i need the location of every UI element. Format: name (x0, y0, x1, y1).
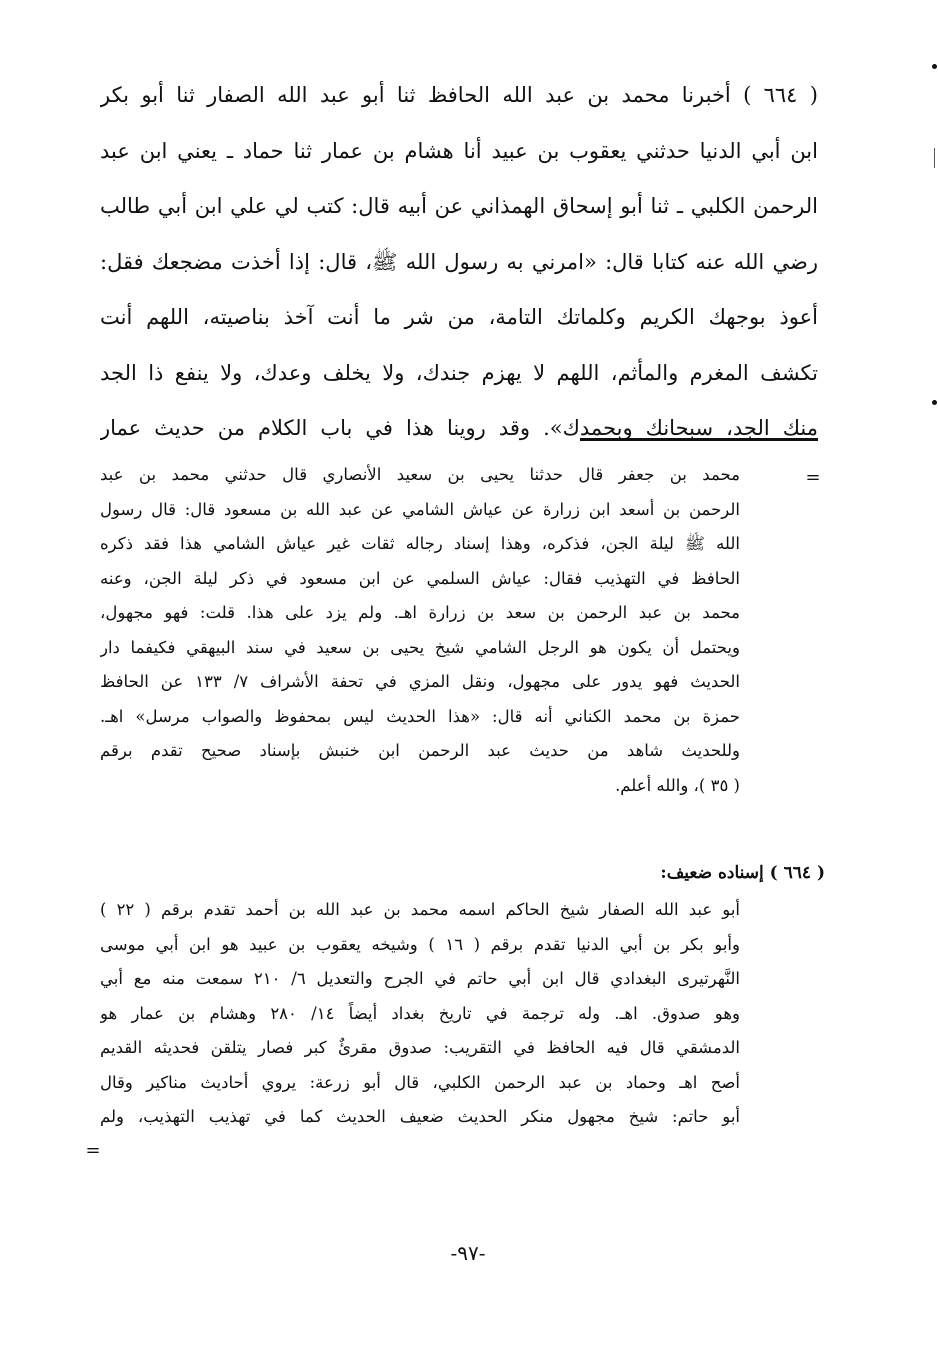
main-text-line: ( ٦٦٤ ) أخبرنا محمد بن عبد الله الحافظ ثنا أبو عبد الله الصفار ثنا أبو بكر (100, 83, 818, 107)
footnote-continuation-mark: = (805, 467, 821, 488)
main-text-line: أعوذ بوجهك الكريم وكلماتك التامة، من شر ما أنت آخذ بناصيته، اللهم أنت (100, 305, 818, 329)
footnote-line: الدمشقي قال فيه الحافظ في التقريب: صدوق مقرئٌ كبر فصار يتلقن فحديثه القديم (100, 1038, 740, 1057)
footnote-line: وأبو بكر بن أبي الدنيا تقدم برقم ( ١٦ ) وشيخه يعقوب بن عبيد هو ابن أبي موسى (100, 934, 740, 954)
footnote-separator-rule (580, 438, 818, 441)
footnote-line: الرحمن بن أسعد ابن زرارة عن عياش الشامي عن عبد الله بن مسعود قال: قال رسول (100, 499, 740, 519)
footnote-line: أصح اهـ وحماد بن عبد الرحمن الكلبي، قال أبو زرعة: يروي أحاديث مناكير وقال (100, 1072, 740, 1092)
footnote-line: أبو حاتم: شيخ مجهول منكر الحديث ضعيف الحديث كما في تهذيب التهذيب، ولم (100, 1107, 740, 1126)
footnote-new-block (100, 893, 740, 1135)
footnote-continued-block (100, 458, 740, 803)
footnote-line: ويحتمل أن يكون هو الرجل الشامي شيخ يحيى بن سعيد في سند البيهقي فكيفما دار (100, 637, 740, 657)
main-text-line: الرحمن الكلبي ـ ثنا أبو إسحاق الهمذاني عن أبيه قال: كتب لي علي ابن أبي طالب (100, 194, 818, 218)
margin-dot (932, 400, 937, 405)
footnote-line: محمد بن جعفر قال حدثنا يحيى بن سعيد الأنصاري قال حدثني محمد بن عبد (100, 465, 740, 484)
footnote-line: وهو صدوق. اهـ. وله ترجمة في تاريخ بغداد أيضاً ١٤/ ٢٨٠ وهشام بن عمار هو (100, 1003, 740, 1023)
margin-tick (934, 148, 935, 168)
footnote-heading: ( ٦٦٤ ) إسناده ضعيف: (660, 863, 825, 883)
footnote-line: ( ٣٥ )، والله أعلم. (615, 775, 740, 795)
page-number: -٩٧- (450, 1241, 486, 1265)
footnote-line: النَّهرتيرى البغدادي قال ابن أبي حاتم في الجرح والتعديل ٦/ ٢١٠ سمعت منه مع أبي (100, 969, 740, 988)
main-text-line: رضي الله عنه كتابا قال: «امرني به رسول الله ﷺ، قال: إذا أخذت مضجعك فقل: (100, 249, 818, 274)
footnote-line: أبو عبد الله الصفار شيخ الحاكم اسمه محمد بن عبد الله بن أحمد تقدم برقم ( ٢٢ ) (100, 900, 740, 919)
footnote-line: وللحديث شاهد من حديث عبد الرحمن ابن خنبش بإسناد صحيح تقدم برقم (100, 741, 740, 760)
footnote-line: الله ﷺ ليلة الجن، فذكره، وهذا إسناد رجاله ثقات غير عياش الشامي هذا فقد ذكره (100, 534, 740, 553)
footnote-line: محمد بن عبد الرحمن بن سعد بن زرارة اهـ. ولم يزد على هذا. قلت: فهو مجهول، (100, 603, 740, 622)
main-text-block (100, 68, 818, 457)
main-text-line: تكشف المغرم والمأثم، اللهم لا يهزم جندك، ولا يخلف وعدك، ولا ينفع ذا الجد (100, 360, 818, 385)
footnote-line: الحافظ في التهذيب فقال: عياش السلمي عن ابن مسعود في ذكر ليلة الجن، وعنه (100, 568, 740, 588)
main-text-line: منك الجد، سبحانك وبحمدك». وقد روينا هذا في باب الكلام من حديث عمار (100, 416, 818, 440)
margin-dot (932, 64, 937, 69)
footnote-continuation-mark: = (85, 1140, 101, 1161)
main-text-line: ابن أبي الدنيا حدثني يعقوب بن عبيد أنا هشام بن عمار ثنا حماد ـ يعني ابن عبد (100, 138, 818, 163)
footnote-line: الحديث فهو يدور على مجهول، ونقل المزي في تحفة الأشراف ٧/ ١٣٣ عن الحافظ (100, 672, 740, 691)
footnote-line: حمزة بن محمد الكناني أنه قال: «هذا الحديث ليس بمحفوظ والصواب مرسل» اهـ. (100, 706, 740, 726)
